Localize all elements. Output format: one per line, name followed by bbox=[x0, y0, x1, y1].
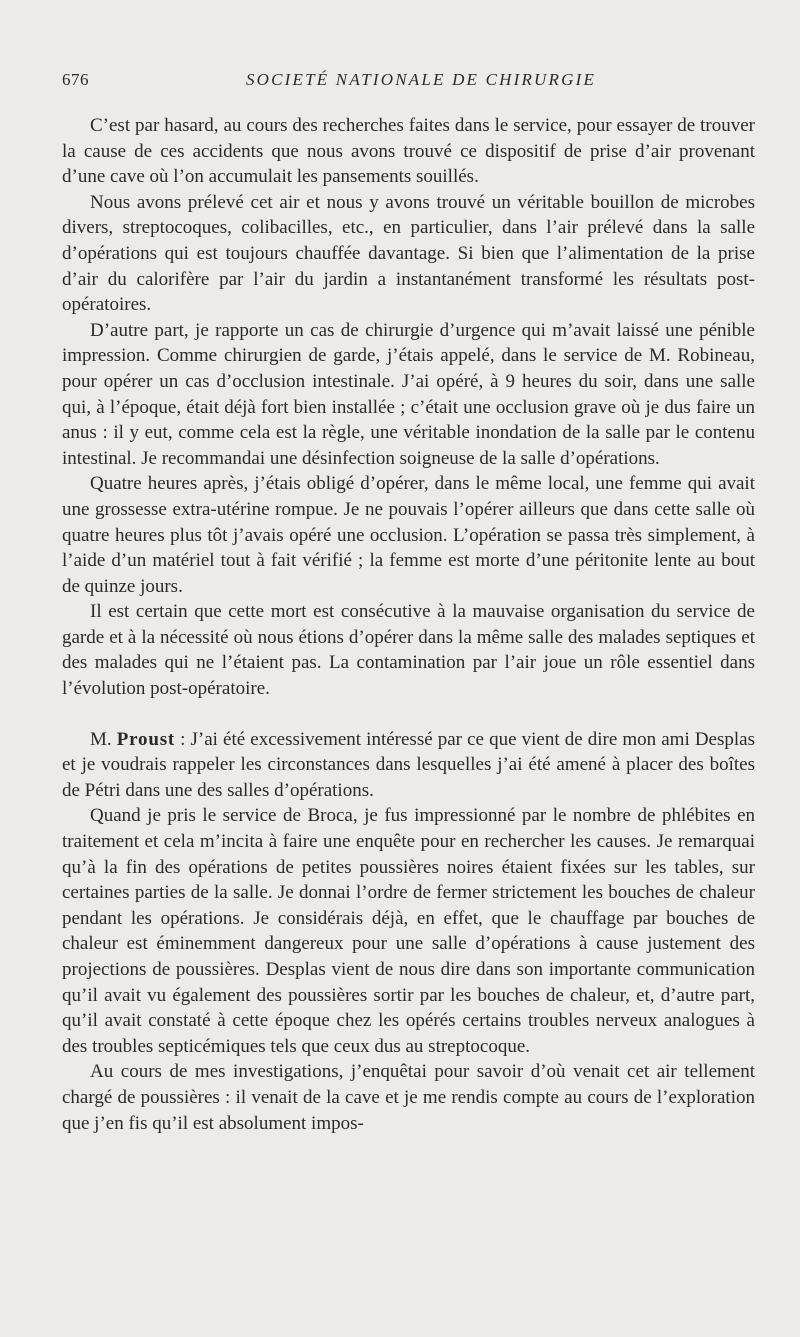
body-text bbox=[62, 113, 755, 1136]
paragraph: Au cours de mes investigations, j’enquêtai pour savoir d’où venait cet air tellement chargé de poussières : il venait de la cave et je me rendis compte au cours de l’exploration que j’en fis qu’il est absolument impos- bbox=[62, 1061, 755, 1134]
speaker-prefix: M. bbox=[90, 728, 117, 750]
speaker-name: Proust bbox=[116, 728, 176, 750]
paragraph: C’est par hasard, au cours des recherches faites dans le service, pour essayer de trouver la cause de ces accidents que nous avons trouvé ce dispositif de prise d’air provenant d’une cave où l’on accumulait les pansements souillés. bbox=[62, 115, 755, 188]
paragraph: Quand je pris le service de Broca, je fus impressionné par le nombre de phlébites en traitement et cela m’incita à faire une enquête pour en rechercher les causes. Je remarquai qu’à la fin des opérations de petites poussières noires étaient fixées sur les tables, sur certaines parties de la salle. Je donnai l’ordre de fermer strictement les bouches de chaleur pendant les opérations. Je considérais déjà, en effet, que le chauffage par bouches de chaleur est éminemment dangereux pour une salle d’opérations à cause justement des projections de poussières. Desplas vient de nous dire dans son importante communication qu’il avait vu également des poussières sortir par les bouches de chaleur, et, d’autre part, qu’il avait constaté à cette époque chez les opérés certains troubles nerveux analogues à des troubles septicémiques tels que ceux dus au streptocoque. bbox=[62, 805, 755, 1057]
paragraph: D’autre part, je rapporte un cas de chirurgie d’urgence qui m’avait laissé une pénible impression. Comme chirurgien de garde, j’étais appelé, dans le service de M. Robineau, pour opérer un cas d’occlusion intestinale. J’ai opéré, à 9 heures du soir, dans une salle qui, à l’époque, était déjà fort bien installée ; c’était une occlusion grave où je dus faire un anus : il y eut, comme cela est la règle, une véritable inondation de la salle par le contenu intestinal. Je recommandai une désinfection soigneuse de la salle d’opérations. bbox=[62, 319, 755, 469]
speaker-intro-text: : J’ai été excessivement intéressé par ce que vient de dire mon ami Desplas et je voudrais rappeler les circonstances dans lesquelles j’ai été amené à placer des boîtes de Pétri dans une des salles d’opérations. bbox=[62, 728, 755, 801]
paragraph: Quatre heures après, j’étais obligé d’opérer, dans le même local, une femme qui avait une grossesse extra-utérine rompue. Je ne pouvais l’opérer ailleurs que dans cette salle où quatre heures plus tôt j’avais opéré une occlusion. L’opération se passa très simplement, à l’aide d’un matériel tout à fait vérifié ; la femme est morte d’une péritonite lente au bout de quinze jours. bbox=[62, 473, 755, 597]
page-header bbox=[62, 70, 762, 94]
paragraph: Nous avons prélevé cet air et nous y avons trouvé un véritable bouillon de microbes divers, streptocoques, colibacilles, etc., en particulier, dans l’air prélevé dans la salle d’opérations qui est toujours chauffée davantage. Si bien que l’alimentation de la prise d’air du calorifère par l’air du jardin a instantanément transformé les résultats post-opératoires. bbox=[62, 191, 755, 316]
running-title: SOCIETÉ NATIONALE DE CHIRURGIE bbox=[245, 70, 597, 89]
proust-intro-paragraph bbox=[62, 727, 755, 804]
paragraph: Il est certain que cette mort est consécutive à la mauvaise organisation du service de garde et à la nécessité où nous étions d’opérer dans la même salle des malades septiques et des malades qui ne l’étaient pas. La contamination par l’air joue un rôle essentiel dans l’évolution post-opératoire. bbox=[62, 601, 755, 700]
page-number: 676 bbox=[62, 70, 89, 89]
